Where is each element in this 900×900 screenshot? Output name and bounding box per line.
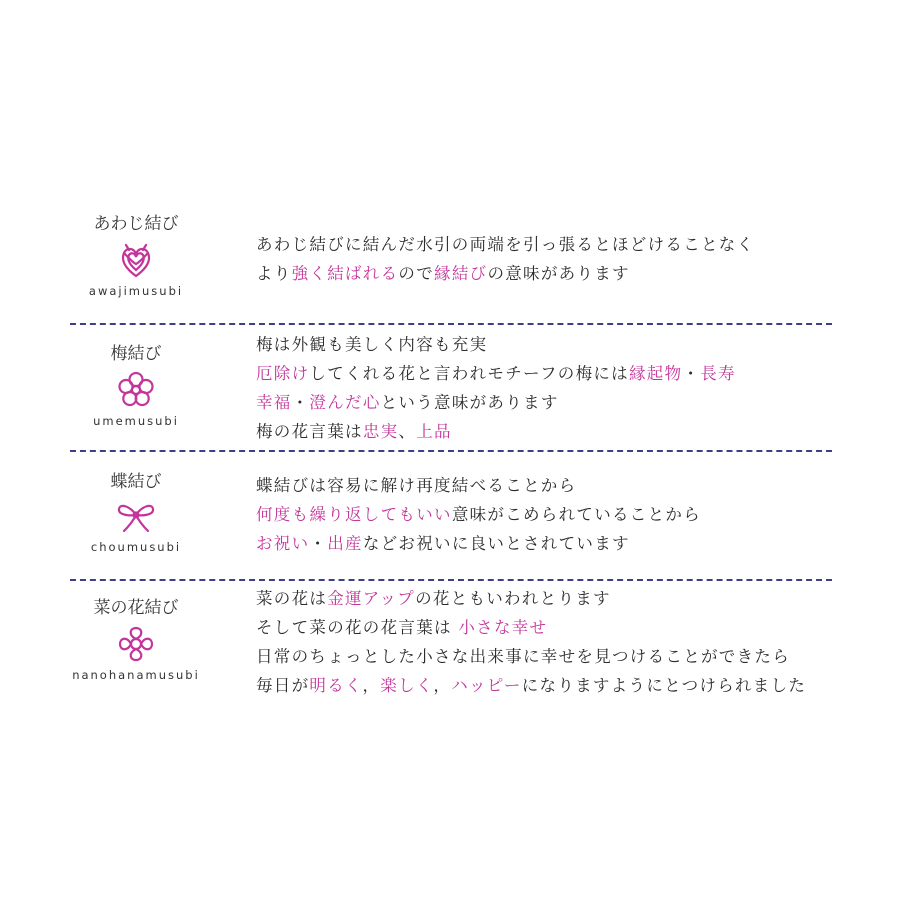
ume-knot-icon — [118, 372, 154, 408]
knot-label-column — [70, 598, 202, 682]
description-line — [256, 388, 736, 417]
body-text: より — [256, 264, 292, 283]
highlight-text: 楽しく — [380, 676, 434, 695]
body-text: ・ — [309, 534, 328, 553]
knot-row-chou — [70, 452, 832, 578]
body-text: あわじ結びに結んだ水引の両端を引っ張るとほどけることなく — [256, 235, 755, 254]
body-text: ・ — [682, 364, 701, 383]
knot-row-nanohana — [70, 580, 832, 710]
highlight-text: お祝い — [256, 534, 310, 553]
description-line — [256, 613, 806, 642]
description-line — [256, 500, 701, 529]
knot-description — [256, 330, 736, 446]
highlight-text: 縁起物 — [628, 364, 683, 383]
knot-name: 蝶結び — [110, 472, 162, 492]
highlight-text: 強く結ばれる — [291, 264, 399, 283]
highlight-text: 何度も繰り返してもいい — [256, 505, 452, 524]
description-line — [256, 642, 806, 671]
knot-row-ume — [70, 324, 832, 450]
highlight-text: 忠実 — [362, 422, 399, 441]
description-line — [256, 259, 754, 288]
body-text: 蝶結びは容易に解け再度結べることから — [256, 476, 577, 495]
body-text: 、 — [398, 422, 417, 441]
highlight-text: ハッピー — [451, 676, 522, 695]
body-text: ， — [362, 676, 381, 695]
body-text: 梅の花言葉は — [256, 422, 363, 441]
body-text: 日常のちょっとした小さな出来事に幸せを見つけることができたら — [256, 647, 790, 666]
highlight-text: 金運アップ — [327, 589, 416, 608]
body-text: の花ともいわれとります — [415, 589, 611, 608]
highlight-text: 明るく — [309, 676, 363, 695]
description-line — [256, 359, 736, 388]
body-text: の意味があります — [487, 264, 630, 283]
description-line — [256, 471, 701, 500]
description-line — [256, 584, 806, 613]
knot-label-column — [70, 472, 202, 554]
knot-description — [256, 230, 754, 288]
awaji-knot-icon — [118, 242, 154, 278]
knot-romaji: umemusubi — [93, 414, 179, 428]
description-line — [256, 417, 736, 446]
body-text: 梅は外観も美しく内容も充実 — [256, 335, 488, 354]
body-text: ・ — [291, 393, 310, 412]
body-text: 意味がこめられていることから — [451, 505, 702, 524]
highlight-text: 澄んだ心 — [309, 393, 381, 412]
knot-row-awaji — [70, 200, 832, 320]
highlight-text: 縁結び — [434, 264, 488, 283]
body-text: ので — [398, 264, 435, 283]
body-text: 毎日が — [256, 676, 310, 695]
bow-knot-icon — [116, 500, 156, 534]
knot-label-column — [70, 344, 202, 428]
knot-name: あわじ結び — [93, 214, 179, 234]
knot-romaji: choumusubi — [90, 540, 182, 554]
highlight-text: 上品 — [416, 422, 452, 441]
highlight-text: 厄除け — [256, 364, 310, 383]
knot-romaji: awajimusubi — [88, 284, 184, 298]
knot-name: 菜の花結び — [93, 598, 179, 618]
nanohana-knot-icon — [118, 626, 154, 662]
description-line — [256, 330, 736, 359]
body-text: してくれる花と言われモチーフの梅には — [309, 364, 629, 383]
highlight-text: 小さな幸せ — [458, 618, 548, 637]
description-line — [256, 230, 754, 259]
body-text: そして菜の花の花言葉は — [256, 618, 459, 637]
highlight-text: 長寿 — [700, 364, 736, 383]
highlight-text: 幸福 — [256, 393, 292, 412]
knot-description — [256, 584, 806, 700]
body-text: 菜の花は — [256, 589, 328, 608]
description-line — [256, 529, 701, 558]
knot-label-column — [70, 214, 202, 298]
knot-description — [256, 471, 701, 558]
description-line — [256, 671, 806, 700]
body-text: になりますようにとつけられました — [521, 676, 807, 695]
knot-romaji: nanohanamusubi — [72, 668, 200, 682]
knot-name: 梅結び — [110, 344, 162, 364]
highlight-text: 出産 — [327, 534, 363, 553]
body-text: という意味があります — [380, 393, 559, 412]
body-text: ， — [433, 676, 452, 695]
body-text: などお祝いに良いとされています — [362, 534, 630, 553]
